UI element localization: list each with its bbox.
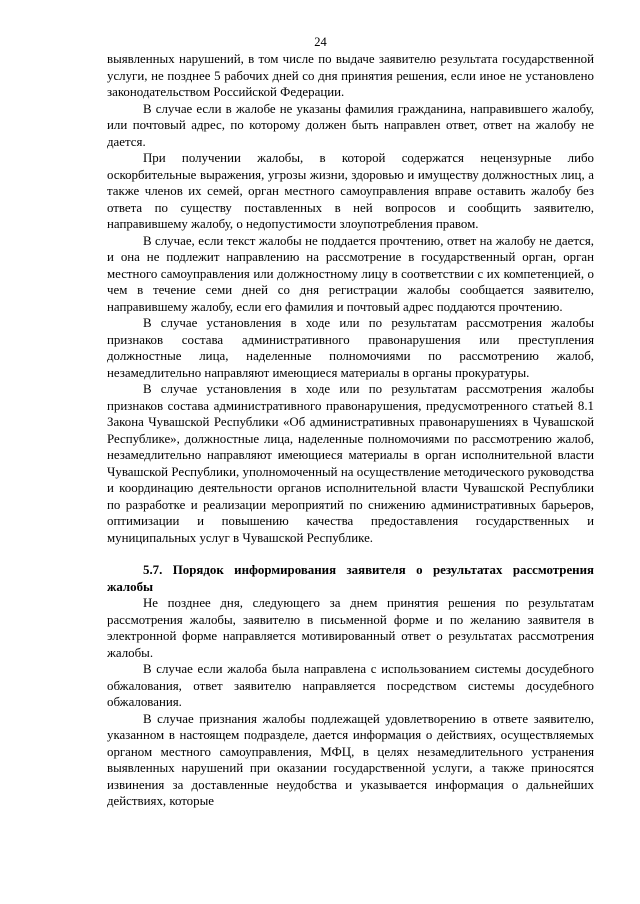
- paragraph-unreadable-text: В случае, если текст жалобы не поддается прочтению, ответ на жалобу не дается, и она не подлежит направлению на рассмотрение в государственный орган, орган местного самоуправления или должностному лицу в соответствии с их компетенцией, о чем в течение семи дней со дня регистрации жалобы сообщается заявителю, направившему жалобу, если его фамилия и почтовый адрес поддаются прочтению.: [107, 233, 594, 314]
- page-number: 24: [314, 35, 327, 49]
- paragraph-administrative-offense: В случае установления в ходе или по результатам рассмотрения жалобы признаков состава административного правонарушения, предусмотренного статьей 8.1 Закона Чувашской Республики «Об административных правонарушениях в Чувашской Республике», должностные лица, наделенные полномочиями по рассмотрению жалоб, незамедлительно направляют имеющиеся материалы в орган исполнительной власти Чувашской Республики, уполномоченный на осуществление методического руководства и координацию деятельности органов исполнительной власти Чувашской Республики по разработке и реализации мероприятий по снижению административных барьеров, оптимизации и повышению качества предоставления государственных и муниципальных услуг в Чувашской Республике.: [107, 382, 594, 545]
- paragraph-continuation: выявленных нарушений, в том числе по выдаче заявителю результата государственной услуги, не позднее 5 рабочих дней со дня принятия решения, если иное не установлено законодательством Российской Федерации.: [107, 52, 594, 99]
- paragraph-complaint-satisfied: В случае признания жалобы подлежащей удовлетворению в ответе заявителю, указанном в настоящем подразделе, дается информация о действиях, осуществляемых органом местного самоуправления, МФЦ, в целях незамедлительного устранения выявленных нарушений при оказании государственной услуги, а также приносятся извинения за доставленные неудобства и указывается информация о дальнейших действиях, которые: [107, 711, 594, 808]
- paragraph-obscene-language: При получении жалобы, в которой содержатся нецензурные либо оскорбительные выражения, угрозы жизни, здоровью и имуществу должностных лиц, а также членов их семей, орган местного самоуправления вправе оставить жалобу без ответа по существу поставленных в ней вопросов и сообщить заявителю, направившему жалобу, о недопустимости злоупотребления правом.: [107, 151, 594, 231]
- section-heading: 5.7. Порядок информирования заявителя о результатах рассмотрения жалобы: [107, 563, 594, 594]
- paragraph-prosecutor-referral: В случае установления в ходе или по результатам рассмотрения жалобы признаков состава административного правонарушения или преступления должностные лица, наделенные полномочиями по рассмотрению жалоб, незамедлительно направляют имеющиеся материалы в органы прокуратуры.: [107, 316, 594, 380]
- paragraph-response-deadline: Не позднее дня, следующего за днем принятия решения по результатам рассмотрения жалобы, заявителю в письменной форме и по желанию заявителя в электронной форме направляется мотивированный ответ о результатах рассмотрения жалобы.: [107, 596, 594, 660]
- paragraph-pretrial-system: В случае если жалоба была направлена с использованием системы досудебного обжалования, ответ заявителю направляется посредством системы досудебного обжалования.: [107, 662, 594, 709]
- paragraph-missing-surname: В случае если в жалобе не указаны фамилия гражданина, направившего жалобу, или почтовый адрес, по которому должен быть направлен ответ, ответ на жалобу не дается.: [107, 101, 594, 149]
